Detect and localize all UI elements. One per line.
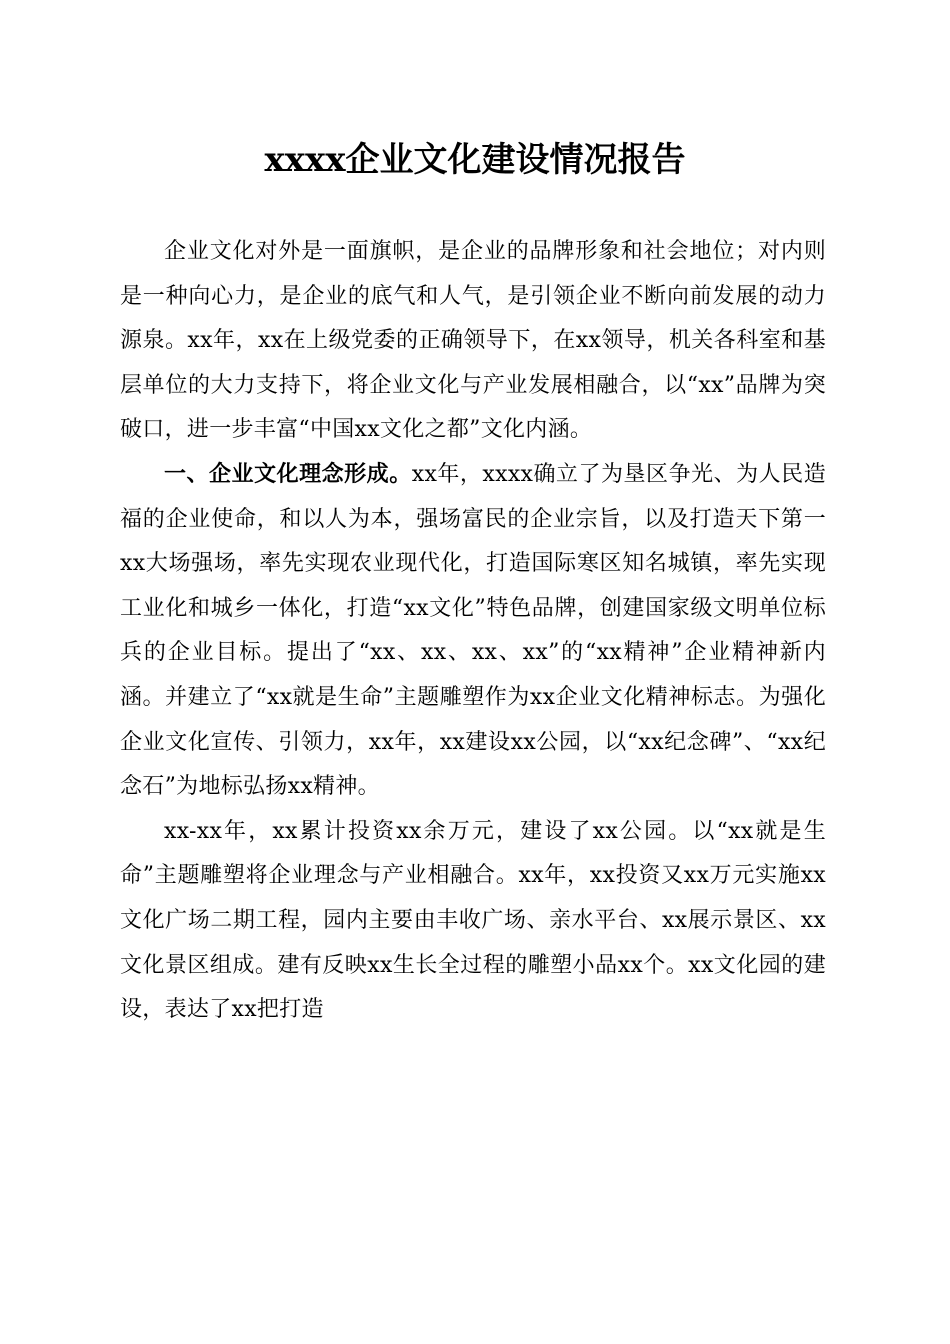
paragraph-section-one-text: xx年，xxxx确立了为垦区争光、为人民造福的企业使命，和以人为本，强场富民的企业宗旨，以及打造天下第一xx大场强场，率先实现农业现代化，打造国际寒区知名城镇，率先实现工业化和城乡一体化，打造“xx文化”特色品牌，创建国家级文明单位标兵的企业目标。提出了“xx、xx、xx、xx”的“xx精神”企业精神新内涵。并建立了“xx就是生命”主题雕塑作为xx企业文化精神标志。为强化企业文化宣传、引领力，xx年，xx建设xx公园，以“xx纪念碑”、“xx纪念石”为地标弘扬xx精神。 (120, 461, 826, 800)
document-body (120, 230, 826, 1033)
paragraph-park-investment (120, 810, 826, 1033)
paragraph-intro (120, 230, 826, 453)
section-one-heading: 一、企业文化理念形成。 (164, 461, 412, 487)
paragraph-section-one (120, 453, 826, 810)
paragraph-park-investment-text: xx-xx年，xx累计投资xx余万元，建设了xx公园。以“xx就是生命”主题雕塑将企业理念与产业相融合。xx年，xx投资又xx万元实施xx文化广场二期工程，园内主要由丰收广场、亲水平台、xx展示景区、xx文化景区组成。建有反映xx生长全过程的雕塑小品xx个。xx文化园的建设，表达了xx把打造 (120, 818, 826, 1023)
paragraph-intro-text: 企业文化对外是一面旗帜，是企业的品牌形象和社会地位；对内则是一种向心力，是企业的底气和人气，是引领企业不断向前发展的动力源泉。xx年，xx在上级党委的正确领导下，在xx领导，机关各科室和基层单位的大力支持下，将企业文化与产业发展相融合，以“xx”品牌为突破口，进一步丰富“中国xx文化之都”文化内涵。 (120, 239, 826, 443)
document-title: xxxx企业文化建设情况报告 (264, 140, 686, 180)
